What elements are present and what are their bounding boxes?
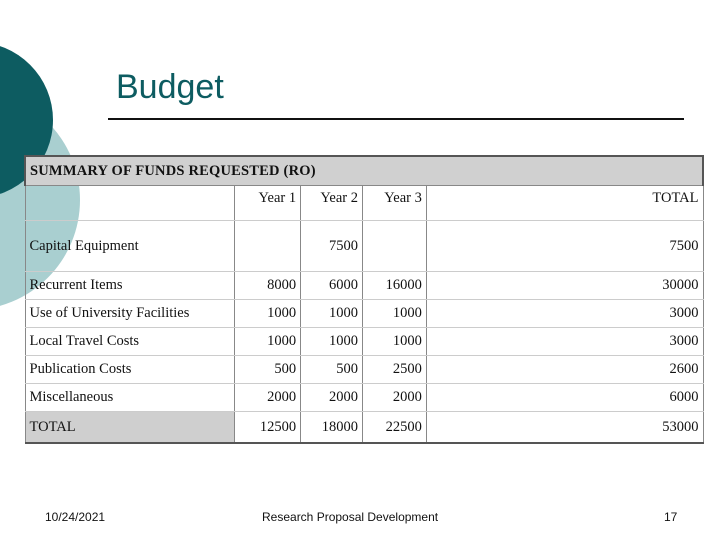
table-row <box>25 272 703 300</box>
cell-year1: 1000 <box>235 300 301 328</box>
title-underline <box>108 118 684 120</box>
cell-year3 <box>363 221 427 272</box>
row-label: Recurrent Items <box>25 272 235 300</box>
cell-year1 <box>235 221 301 272</box>
row-label-total: TOTAL <box>25 412 235 444</box>
cell-year2: 6000 <box>301 272 363 300</box>
footer-date: 10/24/2021 <box>45 510 106 524</box>
row-label: Miscellaneous <box>25 384 235 412</box>
column-header-blank <box>25 186 235 221</box>
cell-total: 6000 <box>426 384 703 412</box>
table-total-row <box>25 412 703 444</box>
cell-total: 2600 <box>426 356 703 384</box>
cell-total: 3000 <box>426 328 703 356</box>
column-header-row <box>25 186 703 221</box>
cell-total: 53000 <box>426 412 703 444</box>
table-header-text: SUMMARY OF FUNDS REQUESTED (RO) <box>30 162 316 179</box>
table-row <box>25 300 703 328</box>
cell-year3: 22500 <box>363 412 427 444</box>
budget-table-container <box>24 155 704 444</box>
table-header-cell <box>25 156 703 186</box>
table-row <box>25 384 703 412</box>
cell-year3: 16000 <box>363 272 427 300</box>
table-header-row <box>25 156 703 186</box>
cell-total: 7500 <box>426 221 703 272</box>
table-row <box>25 221 703 272</box>
cell-year2: 1000 <box>301 300 363 328</box>
cell-year2: 7500 <box>301 221 363 272</box>
cell-year1: 500 <box>235 356 301 384</box>
cell-year1: 8000 <box>235 272 301 300</box>
cell-year2: 1000 <box>301 328 363 356</box>
column-header-year2: Year 2 <box>301 186 363 221</box>
cell-year3: 1000 <box>363 328 427 356</box>
table-row <box>25 328 703 356</box>
row-label: Publication Costs <box>25 356 235 384</box>
cell-year1: 1000 <box>235 328 301 356</box>
cell-total: 30000 <box>426 272 703 300</box>
cell-year1: 12500 <box>235 412 301 444</box>
cell-year3: 1000 <box>363 300 427 328</box>
table-row <box>25 356 703 384</box>
footer-title: Research Proposal Development <box>262 510 439 524</box>
cell-year3: 2500 <box>363 356 427 384</box>
cell-year2: 2000 <box>301 384 363 412</box>
cell-total: 3000 <box>426 300 703 328</box>
row-label: Local Travel Costs <box>25 328 235 356</box>
cell-year1: 2000 <box>235 384 301 412</box>
cell-year2: 18000 <box>301 412 363 444</box>
column-header-year1: Year 1 <box>235 186 301 221</box>
cell-year3: 2000 <box>363 384 427 412</box>
column-header-total: TOTAL <box>426 186 703 221</box>
budget-table <box>24 155 704 444</box>
slide-title: Budget <box>116 68 224 106</box>
column-header-year3: Year 3 <box>363 186 427 221</box>
cell-year2: 500 <box>301 356 363 384</box>
footer-page-number: 17 <box>664 510 678 524</box>
row-label: Capital Equipment <box>25 221 235 272</box>
row-label: Use of University Facilities <box>25 300 235 328</box>
